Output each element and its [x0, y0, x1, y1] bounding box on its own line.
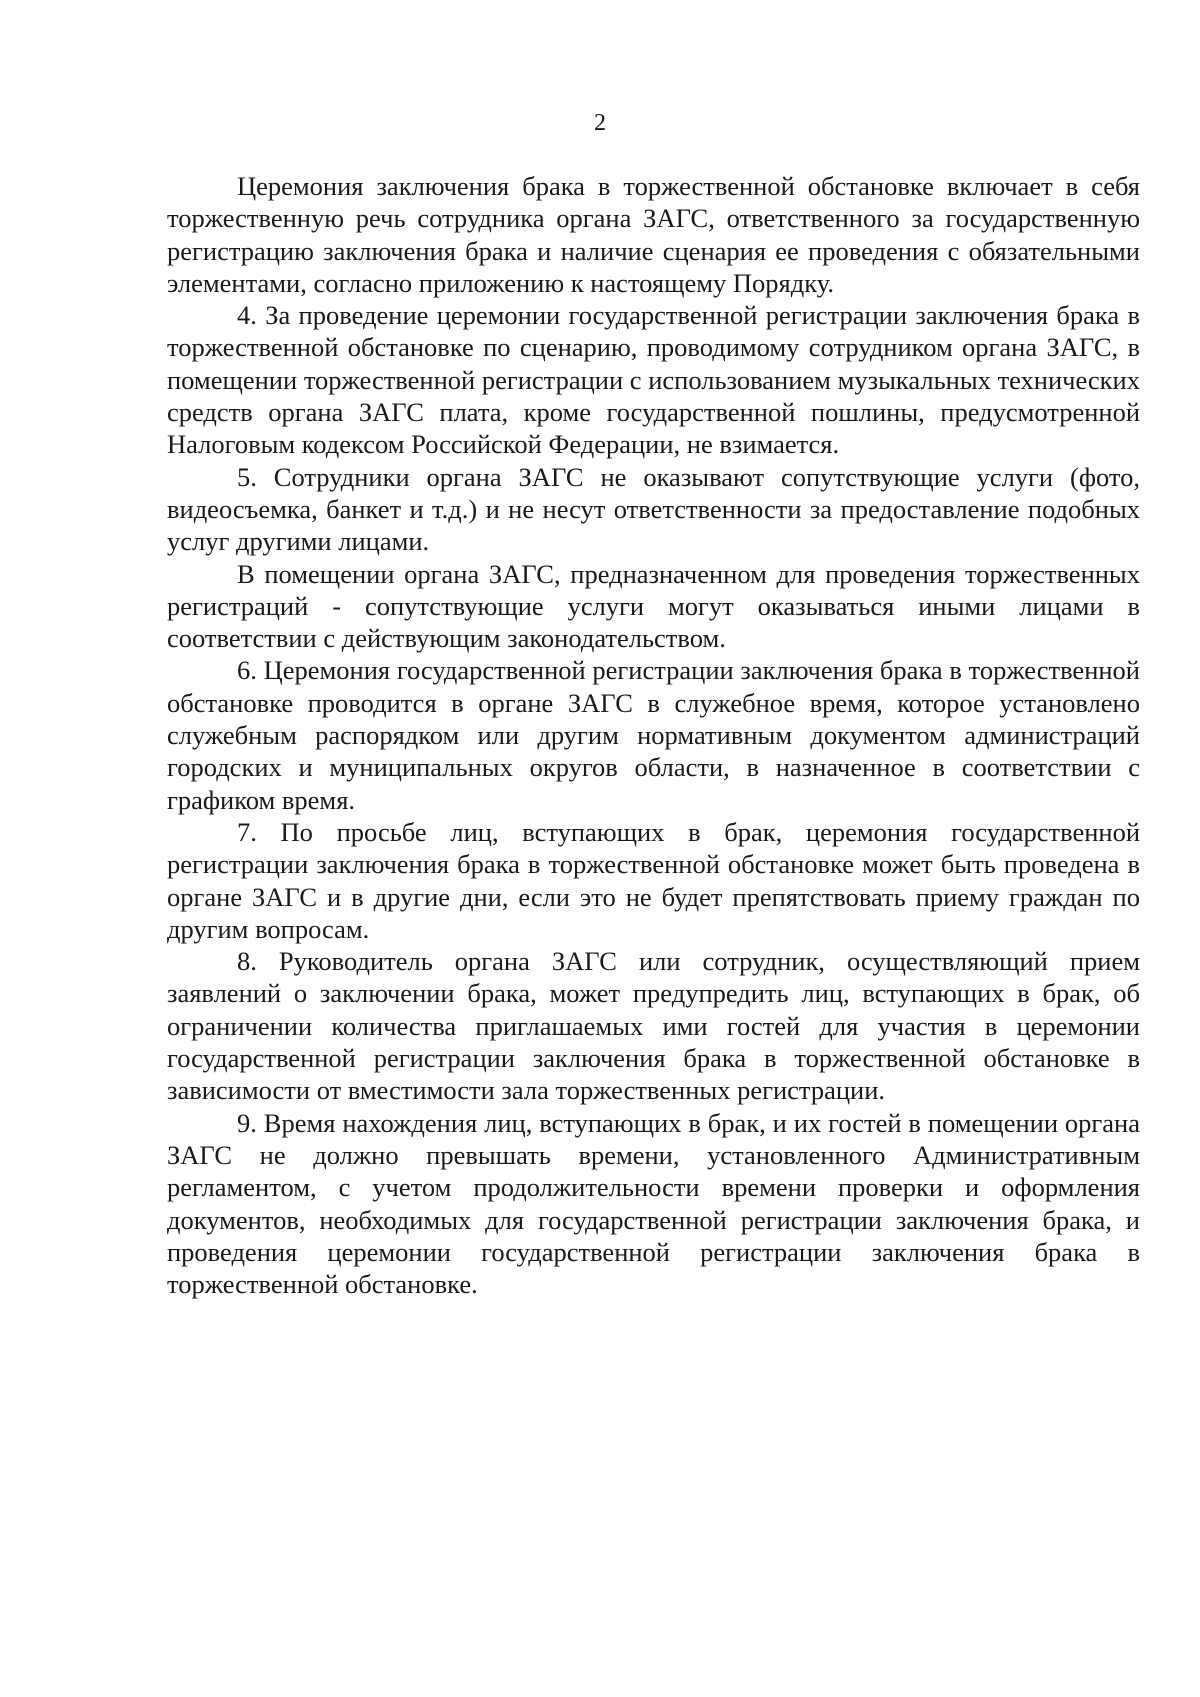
paragraph-item-6: 6. Церемония государственной регистрации заключения брака в торжественной обстановке проводится в органе ЗАГС в служебное время, которое установлено служебным распорядком или другим нормативным документом администраций городских и муниципальных округов области, в назначенное в соответствии с графиком время.	[167, 655, 1140, 815]
paragraph-item-7: 7. По просьбе лиц, вступающих в брак, церемония государственной регистрации заключения брака в торжественной обстановке может быть проведена в органе ЗАГС и в другие дни, если это не будет препятствовать приему граждан по другим вопросам.	[167, 816, 1140, 944]
page-number: 2	[594, 110, 606, 136]
paragraph-ceremony-content: Церемония заключения брака в торжественной обстановке включает в себя торжественную речь сотрудника органа ЗАГС, ответственного за государственную регистрацию заключения брака и наличие сценария ее проведения с обязательными элементами, согласно приложению к настоящему Порядку.	[167, 171, 1140, 298]
paragraph-item-4: 4. За проведение церемонии государственной регистрации заключения брака в торжественной обстановке по сценарию, проводимому сотрудником органа ЗАГС, в помещении торжественной регистрации с использованием музыкальных технических средств органа ЗАГС плата, кроме государственной пошлины, предусмотренной Налоговым кодексом Российской Федерации, не взимается.	[167, 300, 1140, 460]
paragraph-item-8: 8. Руководитель органа ЗАГС или сотрудник, осуществляющий прием заявлений о заключении брака, может предупредить лиц, вступающих в брак, об ограничении количества приглашаемых ими гостей для участия в церемонии государственной регистрации заключения брака в торжественной обстановке в зависимости от вместимости зала торжественных регистрации.	[167, 946, 1140, 1106]
document-body	[167, 170, 1140, 1300]
paragraph-item-5: 5. Сотрудники органа ЗАГС не оказывают сопутствующие услуги (фото, видеосъемка, банкет и т.д.) и не несут ответственности за предоставление подобных услуг другими лицами.	[167, 461, 1140, 557]
paragraph-item-5-continuation: В помещении органа ЗАГС, предназначенном для проведения торжественных регистраций - сопутствующие услуги могут оказываться иными лицами в соответствии с действующим законодательством.	[167, 558, 1140, 654]
paragraph-item-9: 9. Время нахождения лиц, вступающих в брак, и их гостей в помещении органа ЗАГС не должно превышать времени, установленного Административным регламентом, с учетом продолжительности времени проверки и оформления документов, необходимых для государственной регистрации заключения брака, и проведения церемонии государственной регистрации заключения брака в торжественной обстановке.	[167, 1107, 1140, 1300]
